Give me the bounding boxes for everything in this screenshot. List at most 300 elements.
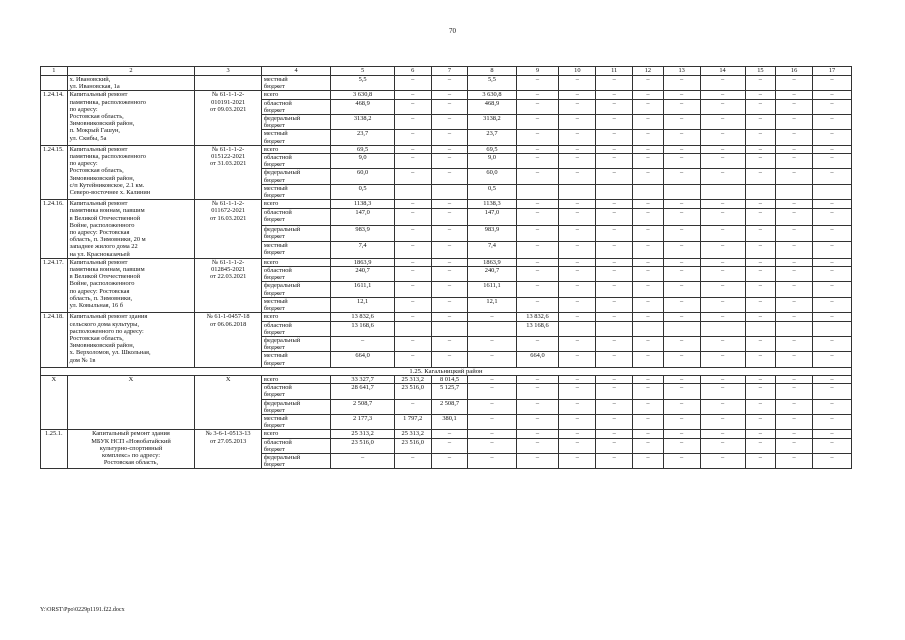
value-cell: –	[813, 154, 852, 169]
value-cell	[745, 321, 776, 336]
document-ref: № 61-1-0457-18 от 06.06.2018	[195, 313, 261, 367]
value-cell: –	[813, 99, 852, 114]
value-cell: –	[596, 130, 633, 145]
item-number: 1.25.1.	[41, 430, 68, 469]
value-cell: –	[745, 430, 776, 438]
value-cell: –	[516, 115, 559, 130]
value-cell: –	[776, 91, 813, 99]
value-cell: –	[776, 352, 813, 367]
item-name: х. Ивановский, ул. Ивановская, 1а	[67, 76, 195, 91]
value-cell: –	[745, 115, 776, 130]
value-cell: 13 168,6	[516, 321, 559, 336]
value-cell: –	[633, 414, 664, 429]
value-cell	[516, 184, 559, 199]
value-cell: –	[468, 399, 516, 414]
value-cell: –	[633, 336, 664, 351]
value-cell: –	[431, 200, 468, 209]
value-cell: –	[663, 267, 700, 282]
item-number	[41, 76, 68, 91]
value-cell: 147,0	[468, 209, 516, 226]
value-cell: 983,9	[468, 225, 516, 242]
budget-type: местный бюджет	[261, 130, 331, 145]
value-cell: –	[516, 336, 559, 351]
column-header: 14	[700, 67, 745, 76]
value-cell: –	[516, 267, 559, 282]
value-cell: –	[516, 282, 559, 297]
value-cell: –	[745, 200, 776, 209]
value-cell: –	[663, 438, 700, 453]
section-row	[41, 367, 852, 375]
value-cell: –	[663, 375, 700, 383]
value-cell: –	[813, 453, 852, 468]
table-row	[41, 145, 852, 153]
value-cell: –	[813, 209, 852, 226]
value-cell: –	[663, 258, 700, 266]
value-cell: –	[394, 258, 431, 266]
column-header: 2	[67, 67, 195, 76]
value-cell: –	[516, 258, 559, 266]
value-cell: –	[700, 336, 745, 351]
item-name: Капитальный ремонт здания МБУК НСП «Новобатайский культурно-спортивный комплекс» по адресу: Ростовская область,	[67, 430, 195, 469]
value-cell: –	[813, 169, 852, 184]
value-cell: –	[431, 313, 468, 321]
value-cell: –	[596, 145, 633, 153]
item-number: 1.24.16.	[41, 200, 68, 259]
budget-type: областной бюджет	[261, 209, 331, 226]
value-cell: –	[663, 242, 700, 259]
value-cell: –	[516, 225, 559, 242]
value-cell: –	[394, 313, 431, 321]
value-cell: –	[394, 225, 431, 242]
value-cell: –	[394, 267, 431, 282]
value-cell: –	[468, 384, 516, 399]
value-cell: –	[633, 399, 664, 414]
value-cell: –	[516, 399, 559, 414]
value-cell: –	[745, 258, 776, 266]
value-cell: –	[596, 99, 633, 114]
value-cell: –	[776, 375, 813, 383]
value-cell: –	[468, 414, 516, 429]
budget-type: всего	[261, 200, 331, 209]
value-cell: –	[663, 282, 700, 297]
value-cell: –	[663, 399, 700, 414]
column-header: 13	[663, 67, 700, 76]
value-cell: –	[394, 145, 431, 153]
budget-type: федеральный бюджет	[261, 453, 331, 468]
item-number: 1.24.17.	[41, 258, 68, 312]
value-cell: –	[700, 242, 745, 259]
item-name: X	[67, 375, 195, 429]
value-cell: –	[813, 384, 852, 399]
value-cell: –	[633, 313, 664, 321]
value-cell: –	[700, 297, 745, 312]
value-cell: –	[596, 438, 633, 453]
value-cell: –	[700, 313, 745, 321]
value-cell: –	[394, 399, 431, 414]
budget-type: областной бюджет	[261, 438, 331, 453]
value-cell: –	[516, 91, 559, 99]
value-cell: –	[394, 453, 431, 468]
value-cell: –	[596, 399, 633, 414]
value-cell: –	[559, 313, 596, 321]
value-cell: –	[633, 384, 664, 399]
value-cell: –	[633, 145, 664, 153]
value-cell: –	[776, 399, 813, 414]
value-cell: –	[394, 99, 431, 114]
document-ref: № 61-1-1-2- 012845-2021 от 22.03.2021	[195, 258, 261, 312]
value-cell: –	[516, 130, 559, 145]
value-cell: 0,5	[331, 184, 394, 199]
value-cell: –	[813, 130, 852, 145]
budget-type: местный бюджет	[261, 76, 331, 91]
value-cell: –	[813, 352, 852, 367]
budget-table	[40, 66, 852, 469]
value-cell: –	[468, 352, 516, 367]
value-cell: –	[516, 297, 559, 312]
value-cell: –	[516, 375, 559, 383]
value-cell: –	[559, 414, 596, 429]
value-cell	[596, 321, 633, 336]
value-cell: –	[431, 130, 468, 145]
value-cell: –	[394, 282, 431, 297]
budget-type: всего	[261, 145, 331, 153]
value-cell	[431, 321, 468, 336]
value-cell: –	[516, 154, 559, 169]
value-cell: –	[559, 438, 596, 453]
value-cell: –	[431, 282, 468, 297]
value-cell: –	[663, 384, 700, 399]
value-cell: –	[516, 430, 559, 438]
value-cell: 1611,1	[331, 282, 394, 297]
value-cell: –	[596, 282, 633, 297]
value-cell: –	[596, 76, 633, 91]
value-cell: 2 177,3	[331, 414, 394, 429]
value-cell: 147,0	[331, 209, 394, 226]
value-cell: –	[559, 258, 596, 266]
value-cell: –	[663, 209, 700, 226]
value-cell: 3138,2	[331, 115, 394, 130]
value-cell: –	[813, 200, 852, 209]
value-cell	[596, 184, 633, 199]
value-cell: –	[431, 91, 468, 99]
table-row	[41, 430, 852, 438]
value-cell: –	[559, 169, 596, 184]
column-header: 5	[331, 67, 394, 76]
value-cell: –	[516, 209, 559, 226]
item-name: Капитальный ремонт памятника, расположенного по адресу: Ростовская область, Зимовниковский район, п. Мокрый Гашун, ул. Скибы, 5а	[67, 91, 195, 145]
value-cell: –	[663, 154, 700, 169]
value-cell: 7,4	[331, 242, 394, 259]
value-cell: 1138,3	[331, 200, 394, 209]
value-cell: –	[596, 297, 633, 312]
budget-type: местный бюджет	[261, 352, 331, 367]
value-cell: 33 327,7	[331, 375, 394, 383]
value-cell: –	[663, 200, 700, 209]
value-cell: –	[776, 209, 813, 226]
value-cell	[633, 321, 664, 336]
budget-type: местный бюджет	[261, 242, 331, 259]
value-cell: –	[813, 258, 852, 266]
value-cell: 9,0	[468, 154, 516, 169]
column-header: 8	[468, 67, 516, 76]
value-cell: –	[776, 130, 813, 145]
value-cell: –	[559, 375, 596, 383]
value-cell: 240,7	[468, 267, 516, 282]
value-cell: –	[559, 336, 596, 351]
value-cell: –	[559, 399, 596, 414]
item-name: Капитальный ремонт памятника, расположенного по адресу: Ростовская область, Зимовниковский район, с/п Кутейниковское, 2.1 км. Северо-восточнее х. Калинин	[67, 145, 195, 199]
value-cell: –	[559, 91, 596, 99]
value-cell: –	[776, 242, 813, 259]
value-cell: –	[431, 76, 468, 91]
column-header: 7	[431, 67, 468, 76]
value-cell: –	[596, 352, 633, 367]
value-cell: –	[745, 399, 776, 414]
value-cell: 13 832,6	[516, 313, 559, 321]
value-cell: –	[813, 115, 852, 130]
value-cell: 23 516,0	[331, 438, 394, 453]
value-cell: –	[700, 154, 745, 169]
value-cell: –	[663, 352, 700, 367]
item-number: 1.24.18.	[41, 313, 68, 367]
value-cell: –	[776, 99, 813, 114]
budget-type: областной бюджет	[261, 384, 331, 399]
value-cell: 1863,9	[331, 258, 394, 266]
value-cell: –	[468, 313, 516, 321]
value-cell: –	[516, 384, 559, 399]
value-cell: –	[559, 453, 596, 468]
value-cell: –	[700, 453, 745, 468]
value-cell: –	[394, 169, 431, 184]
value-cell: –	[559, 154, 596, 169]
value-cell: –	[813, 414, 852, 429]
value-cell: –	[559, 267, 596, 282]
budget-type: всего	[261, 430, 331, 438]
value-cell: 60,0	[331, 169, 394, 184]
budget-type: федеральный бюджет	[261, 399, 331, 414]
value-cell: 5,5	[331, 76, 394, 91]
value-cell: –	[745, 336, 776, 351]
value-cell: –	[633, 375, 664, 383]
value-cell	[663, 184, 700, 199]
value-cell: –	[663, 91, 700, 99]
value-cell: –	[596, 91, 633, 99]
value-cell: –	[633, 430, 664, 438]
document-ref: № 61-1-1-2- 011672-2021 от 16.03.2021	[195, 200, 261, 259]
value-cell: –	[745, 414, 776, 429]
table-row	[41, 258, 852, 266]
value-cell: –	[745, 91, 776, 99]
value-cell: –	[700, 209, 745, 226]
value-cell: –	[700, 169, 745, 184]
value-cell: –	[431, 438, 468, 453]
value-cell: 13 168,6	[331, 321, 394, 336]
value-cell: –	[813, 91, 852, 99]
column-header: 11	[596, 67, 633, 76]
value-cell	[394, 184, 431, 199]
item-number: 1.24.15.	[41, 145, 68, 199]
value-cell: 12,1	[331, 297, 394, 312]
value-cell: 23 516,0	[394, 438, 431, 453]
value-cell: –	[331, 453, 394, 468]
document-ref: X	[195, 375, 261, 429]
value-cell: –	[633, 453, 664, 468]
value-cell: –	[813, 145, 852, 153]
value-cell: –	[700, 399, 745, 414]
value-cell: –	[700, 130, 745, 145]
value-cell: 2 508,7	[431, 399, 468, 414]
value-cell: –	[516, 145, 559, 153]
value-cell: 1611,1	[468, 282, 516, 297]
value-cell: –	[516, 242, 559, 259]
item-name: Капитальный ремонт памятника воинам, павшим в Великой Отечественной Войне, расположенного по адресу: Ростовская область, п. Зимовники, ул. Ковыльная, 16 б	[67, 258, 195, 312]
value-cell	[559, 184, 596, 199]
value-cell: –	[516, 76, 559, 91]
value-cell: –	[745, 225, 776, 242]
value-cell: –	[745, 352, 776, 367]
budget-type: местный бюджет	[261, 414, 331, 429]
value-cell: –	[776, 336, 813, 351]
value-cell: –	[394, 76, 431, 91]
budget-type: местный бюджет	[261, 297, 331, 312]
column-header: 16	[776, 67, 813, 76]
value-cell: –	[663, 225, 700, 242]
value-cell: –	[776, 258, 813, 266]
value-cell: 240,7	[331, 267, 394, 282]
value-cell: –	[776, 313, 813, 321]
value-cell: –	[516, 414, 559, 429]
budget-type: федеральный бюджет	[261, 169, 331, 184]
value-cell: –	[663, 115, 700, 130]
value-cell: 28 641,7	[331, 384, 394, 399]
value-cell: –	[700, 145, 745, 153]
value-cell: –	[776, 438, 813, 453]
table-row	[41, 313, 852, 321]
value-cell: –	[663, 145, 700, 153]
value-cell: 23,7	[331, 130, 394, 145]
budget-type: областной бюджет	[261, 99, 331, 114]
value-cell: –	[468, 438, 516, 453]
value-cell: –	[394, 200, 431, 209]
budget-type: федеральный бюджет	[261, 336, 331, 351]
value-cell: –	[431, 99, 468, 114]
value-cell: –	[700, 352, 745, 367]
value-cell: –	[813, 313, 852, 321]
value-cell: –	[596, 414, 633, 429]
value-cell: –	[596, 200, 633, 209]
value-cell: –	[776, 414, 813, 429]
value-cell: –	[745, 209, 776, 226]
table-row	[41, 375, 852, 383]
value-cell: 25 313,2	[394, 375, 431, 383]
value-cell: –	[776, 282, 813, 297]
value-cell: 12,1	[468, 297, 516, 312]
column-header: 1	[41, 67, 68, 76]
value-cell: 664,0	[516, 352, 559, 367]
value-cell: –	[633, 115, 664, 130]
value-cell: –	[813, 375, 852, 383]
value-cell: 8 014,5	[431, 375, 468, 383]
value-cell: –	[745, 99, 776, 114]
value-cell: –	[394, 209, 431, 226]
value-cell: –	[559, 225, 596, 242]
file-path-footer: Y:\ORST\Ppo\0229p1191.f22.docx	[40, 607, 125, 613]
value-cell: –	[596, 209, 633, 226]
value-cell: –	[394, 130, 431, 145]
value-cell: –	[663, 414, 700, 429]
value-cell	[776, 321, 813, 336]
budget-type: всего	[261, 313, 331, 321]
value-cell: –	[700, 430, 745, 438]
value-cell: –	[516, 99, 559, 114]
value-cell: –	[559, 76, 596, 91]
value-cell: –	[700, 91, 745, 99]
value-cell: 69,5	[331, 145, 394, 153]
value-cell: 5 125,7	[431, 384, 468, 399]
value-cell: –	[633, 282, 664, 297]
column-header: 15	[745, 67, 776, 76]
value-cell: 25 313,2	[394, 430, 431, 438]
value-cell: –	[745, 297, 776, 312]
value-cell: –	[776, 115, 813, 130]
value-cell: 23,7	[468, 130, 516, 145]
value-cell	[559, 321, 596, 336]
value-cell	[394, 321, 431, 336]
value-cell: –	[431, 209, 468, 226]
budget-type: местный бюджет	[261, 184, 331, 199]
document-ref: № 61-1-1-2- 010191-2021 от 09.03.2021	[195, 91, 261, 145]
column-header: 17	[813, 67, 852, 76]
value-cell: –	[700, 225, 745, 242]
value-cell: –	[663, 313, 700, 321]
value-cell: –	[431, 352, 468, 367]
value-cell: –	[468, 336, 516, 351]
value-cell	[633, 184, 664, 199]
value-cell: –	[559, 200, 596, 209]
value-cell: –	[813, 242, 852, 259]
value-cell: –	[813, 430, 852, 438]
value-cell: –	[516, 438, 559, 453]
value-cell: –	[633, 258, 664, 266]
column-header: 12	[633, 67, 664, 76]
value-cell: –	[596, 225, 633, 242]
value-cell: –	[431, 242, 468, 259]
value-cell: –	[776, 297, 813, 312]
value-cell: –	[813, 282, 852, 297]
value-cell: –	[431, 336, 468, 351]
table-row	[41, 200, 852, 209]
value-cell: –	[700, 115, 745, 130]
value-cell: 380,1	[431, 414, 468, 429]
value-cell: –	[745, 130, 776, 145]
value-cell	[700, 184, 745, 199]
value-cell: –	[776, 200, 813, 209]
value-cell: –	[394, 154, 431, 169]
value-cell: –	[700, 200, 745, 209]
value-cell: –	[776, 453, 813, 468]
value-cell: 25 313,2	[331, 430, 394, 438]
value-cell: –	[776, 169, 813, 184]
value-cell	[813, 321, 852, 336]
value-cell: –	[745, 438, 776, 453]
value-cell: –	[516, 453, 559, 468]
value-cell: –	[559, 130, 596, 145]
value-cell: –	[700, 76, 745, 91]
value-cell: 3138,2	[468, 115, 516, 130]
value-cell: –	[559, 430, 596, 438]
value-cell	[468, 321, 516, 336]
value-cell: –	[596, 430, 633, 438]
